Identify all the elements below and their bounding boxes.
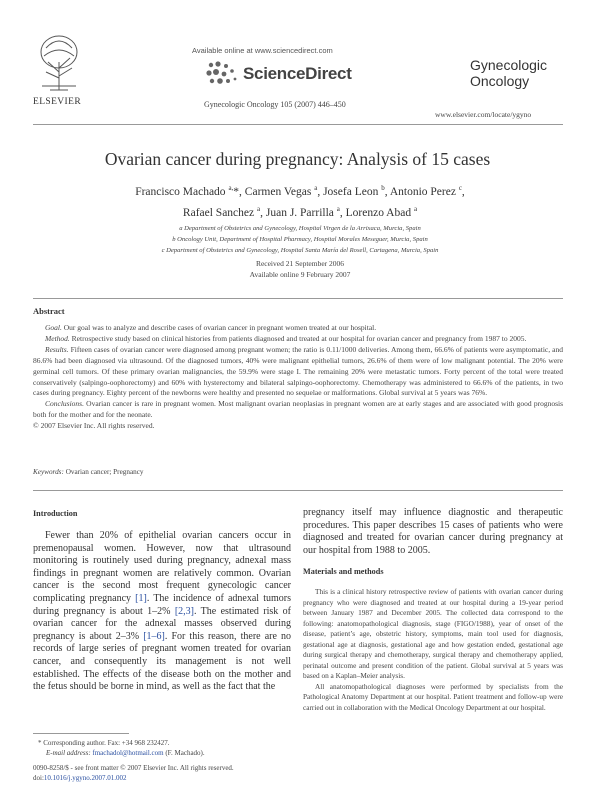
method-text: Retrospective study based on clinical histories from patients diagnosed and treated at our hospital for ovarian cancer and pregnancy from 1987 to 2005. (69, 333, 527, 343)
footnote-divider (33, 733, 129, 734)
intro-text-b: . The incidence of adnexal tumors during pregnancy is about 1–2% (33, 592, 291, 617)
introduction-paragraph (33, 530, 291, 694)
journal-logo-line1: Gynecologic (470, 57, 548, 73)
journal-logo (470, 57, 547, 89)
intro-text-d: . For this reason, there are no records of large series of pregnant women treated for ovarian cancer, and consequently its management is not well established. The effects of the disease both on the mother and the fetus should be borne in mind, as well as the fact that the (33, 630, 291, 693)
sciencedirect-logo: ScienceDirect (243, 64, 352, 83)
doi-label: doi: (33, 774, 44, 782)
abstract-method (33, 334, 563, 345)
author-list (40, 180, 560, 222)
front-matter-note: 0090-8258/$ - see front matter © 2007 Elsevier Inc. All rights reserved. (33, 764, 234, 772)
conclusions-text: Ovarian cancer is rare in pregnant women. Most malignant ovarian neoplasias in pregnant women are at early stages and are associated with good prognosis both for the mother and for the neonate. (33, 399, 563, 420)
keywords-label: Keywords: (33, 468, 64, 476)
sciencedirect-logo-icon (205, 60, 239, 86)
reference-link-1-6[interactable]: [1–6] (143, 630, 165, 642)
reference-link-1[interactable]: [1] (135, 592, 147, 604)
reference-link-2-3[interactable]: [2,3] (174, 605, 194, 617)
email-label: E-mail address: (46, 749, 91, 757)
affiliations (40, 223, 560, 256)
author-email-link[interactable]: fmachadol@hotmail.com (92, 749, 164, 757)
header-divider (33, 124, 563, 125)
intro-text-a: Fewer than 20% of epithelial ovarian cancers occur in premenopausal women. However, now that ultrasound monitoring is routinely used during pregnancy, adnexal mass findings in pregnant women are relatively common. Ovarian cancer is the second most frequent gynecologic cancer complicating pregnancy (33, 530, 291, 604)
email-note (46, 748, 205, 758)
authors-line-1: Francisco Machado $^{a,}$*, Carmen Vegas $^a$, Josefa Leon $^b$, Antonio Perez $^c$, (135, 184, 465, 198)
doi-note (33, 773, 127, 783)
affiliation-a: a Department of Obstetrics and Gynecology, Hospital Virgen de la Arrixaca, Murcia, Spain (179, 225, 421, 232)
conclusions-label: Conclusions. (45, 399, 84, 409)
keywords-text: Ovarian cancer; Pregnancy (63, 468, 144, 476)
journal-citation: Gynecologic Oncology 105 (2007) 446–450 (204, 100, 346, 109)
publisher-name: ELSEVIER (33, 97, 82, 107)
methods-body (303, 587, 563, 713)
intro-text-c: . The estimated risk of ovarian cancer for the adnexal masses observed during pregnancy is about 2–3% (33, 605, 291, 642)
available-online-text[interactable]: Available online at www.sciencedirect.com (192, 46, 333, 55)
received-date: Received 21 September 2006 (255, 259, 345, 268)
journal-url[interactable]: www.elsevier.com/locate/ygyno (435, 110, 532, 119)
method-label: Method. (45, 333, 70, 343)
authors-line-2: Rafael Sanchez $^a$, Juan J. Parrilla $^a$, Lorenzo Abad $^a$ (182, 204, 418, 219)
abstract-copyright: © 2007 Elsevier Inc. All rights reserved. (33, 421, 155, 431)
affiliation-b: b Oncology Unit, Department of Hospital Pharmacy, Hospital Morales Meseguer, Murcia, Spain (172, 236, 428, 243)
abstract-top-divider (33, 298, 563, 299)
abstract-bottom-divider (33, 490, 563, 491)
results-text: Fifteen cases of ovarian cancer were diagnosed among pregnant women; the ratio is 0.11/1000 deliveries. Among them, 66.6% of patients were asymptomatic, and 86.6% had been diagnosed via ultrasound. Of the diagnosed tumors, 40% were malignant epithelial tumors, 26.6% of them were of low malignant potential. The 20% were germinal cell tumors. Of these primary ovarian malignancies, the 59.9% were stage I. The remaining 20% were metastatic tumors. Forty percent of the total were treated conservatively (salpingo-oophorectomy) and 60% with hysterectomy and bilateral salpingo-oophorectomy. Chemotherapy was administered to 66.6% of the patients, in two cases during pregnancy. Eighty percent of the newborns were healthy and presented no sequelae or malformations. Global survival at 5 years was 76%. (33, 344, 563, 398)
introduction-continued: pregnancy itself may influence diagnostic and therapeutic procedures. This paper describes 15 cases of patients who were diagnosed and treated for ovarian cancer during pregnancy at our hospital from 1988 to 2005. (303, 507, 563, 556)
abstract-heading: Abstract (33, 306, 65, 316)
doi-link[interactable]: 10.1016/j.ygyno.2007.01.002 (43, 774, 127, 782)
introduction-heading: Introduction (33, 509, 78, 518)
goal-text: Our goal was to analyze and describe cases of ovarian cancer in pregnant women treated at our hospital. (61, 323, 377, 332)
goal-label: Goal. (45, 323, 62, 332)
available-date: Available online 9 February 2007 (249, 270, 351, 279)
article-dates (40, 258, 560, 280)
abstract-conclusions (33, 399, 563, 421)
abstract-body (33, 323, 563, 432)
journal-logo-line2: Oncology (470, 73, 530, 89)
results-label: Results. (45, 344, 69, 354)
abstract-goal (33, 323, 563, 334)
article-title: Ovarian cancer during pregnancy: Analysis of 15 cases (104, 149, 491, 169)
methods-paragraph-1: This is a clinical history retrospective review of patients with ovarian cancer during pregnancy who were diagnosed and treated at our hospital during a 19-year period between January 1987 and December 2005. The collected data correspond to the following: anatomopathological diagnosis, stage (FIGO/1988), year of onset of the disease, patient’s age, obstetric history, symptoms, main tool used for diagnosis, gestational age at diagnosis, gestational age and how gestation ended, gestational age during surgical therapy and chemotherapy, surgical therapy and chemotherapy applied, perinatal outcome and present condition of the patient. Global survival at 5 years was based on a Kaplan–Meier analysis. (303, 587, 563, 680)
keywords (33, 468, 144, 476)
abstract-results (33, 345, 563, 400)
methods-paragraph-2: All anatomopathological diagnoses were performed by specialists from the Pathological Anatomy Department at our hospital. Patient treatment and follow-up were carried out in collaboration with the Medical Oncology Department at our hospital. (303, 681, 563, 712)
affiliation-c: c Department of Obstetrics and Gynecology, Hospital Santa María del Rosell, Cartagena, Murcia, Spain (161, 247, 439, 254)
corresponding-author-note: * Corresponding author. Fax: +34 968 232427. (38, 739, 170, 747)
methods-heading: Materials and methods (303, 567, 384, 576)
elsevier-tree-logo (36, 28, 82, 94)
email-suffix: (F. Machado). (163, 749, 205, 757)
